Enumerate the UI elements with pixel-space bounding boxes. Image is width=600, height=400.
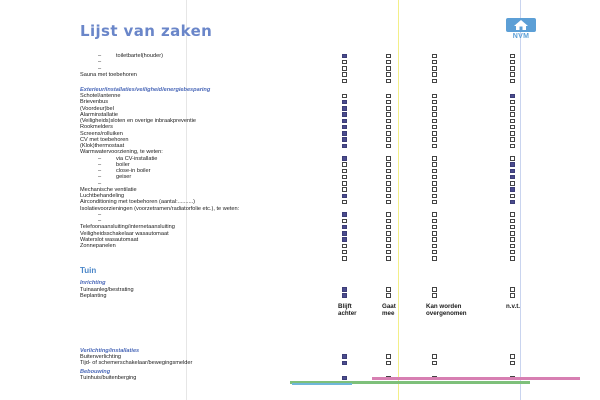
checkbox-gaat-mee[interactable] <box>386 361 391 366</box>
row-label: boiler <box>116 161 130 168</box>
row-bullet: – <box>98 59 102 66</box>
row-label: Buitenverlichting <box>80 353 122 360</box>
row-label: Mechanische ventilatie <box>80 186 137 193</box>
row-label: Screens/rolluiken <box>80 130 123 137</box>
checkbox-blijft-achter[interactable] <box>342 376 347 381</box>
row-label: Waterslot wasautomaat <box>80 236 139 243</box>
row-bullet: – <box>98 155 102 162</box>
checklist-row <box>80 255 520 263</box>
checklist-row <box>80 292 520 300</box>
row-bullet: – <box>98 174 102 181</box>
nvm-logo-text: NVM <box>512 33 530 40</box>
row-label: Beplanting <box>80 292 107 299</box>
col-header-nvt: n.v.t. <box>506 303 520 310</box>
checkbox-nvt[interactable] <box>510 293 515 298</box>
row-bullet: – <box>98 53 102 59</box>
checkbox-gaat-mee[interactable] <box>386 256 391 261</box>
row-label: Veiligheidsschakelaar wasautomaat <box>80 230 169 237</box>
row-label: (Voordeur)bel <box>80 105 114 112</box>
row-label: Schotel/antenne <box>80 93 121 99</box>
row-label: Telefoonaansluiting/internetaansluiting <box>80 224 175 231</box>
footer-bar-pink <box>372 377 580 380</box>
checkbox-nvt[interactable] <box>510 79 515 84</box>
row-label: toiletbartel(houder) <box>116 53 163 59</box>
row-label: Warmwatervoorziening, te weten: <box>80 149 163 156</box>
row-label: Airconditioning met toebehoren (aantal:..........) <box>80 199 196 206</box>
row-label: Sauna met toebehoren <box>80 71 137 78</box>
checkbox-nvt[interactable] <box>510 361 515 366</box>
row-label: Tuin <box>80 265 97 275</box>
row-label: (Klok)thermostaat <box>80 143 125 149</box>
row-label: Alarminstallatie <box>80 111 118 118</box>
row-bullet: – <box>98 218 102 224</box>
row-bullet: – <box>98 180 102 187</box>
checkbox-gaat-mee[interactable] <box>386 79 391 84</box>
section-title <box>80 267 520 275</box>
row-label: Tijd- of schemerschakelaar/bewegingsmelder <box>80 360 193 366</box>
col-header-blijft-achter: Blijft achter <box>338 303 357 317</box>
col-header-gaat-mee: Gaat mee <box>382 303 396 317</box>
checkbox-kan-worden-overgenomen[interactable] <box>432 79 437 84</box>
row-label: geiser <box>116 174 132 181</box>
page-title: Lijst van zaken <box>80 22 213 40</box>
row-label: Tuinhuis/buitenberging <box>80 375 137 381</box>
footer-bar-blue <box>292 383 352 385</box>
checkbox-blijft-achter[interactable] <box>342 293 347 298</box>
row-label: (Veiligheids)sloten en overige inbraakpreventie <box>80 118 196 124</box>
row-label: Bebouwing <box>80 368 111 375</box>
checkbox-kan-worden-overgenomen[interactable] <box>432 361 437 366</box>
row-label: Inrichting <box>80 280 106 287</box>
row-bullet: – <box>98 161 102 168</box>
checkbox-kan-worden-overgenomen[interactable] <box>432 293 437 298</box>
checkbox-kan-worden-overgenomen[interactable] <box>432 256 437 261</box>
row-label: CV met toebehoren <box>80 136 129 143</box>
row-label: close-in boiler <box>116 168 151 174</box>
checkbox-blijft-achter[interactable] <box>342 256 347 261</box>
checklist-row <box>80 77 520 85</box>
checkbox-gaat-mee[interactable] <box>386 293 391 298</box>
row-label: Isolatievoorzieningen (voorzetramen/radiatorfolie etc.), te weten: <box>80 205 240 212</box>
row-label: Verlichting/installaties <box>80 347 140 354</box>
row-label: Zonnepanelen <box>80 243 116 249</box>
row-label: Tuinaanleg/bestrating <box>80 286 134 293</box>
row-label: Luchtbehandeling <box>80 193 125 199</box>
row-label: Brievenbus <box>80 99 108 106</box>
row-bullet: – <box>98 211 102 218</box>
row-label: Exterieur/installaties/veiligheid/energiebesparing <box>80 86 211 93</box>
checklist-row <box>80 359 520 367</box>
checkbox-blijft-achter[interactable] <box>342 361 347 366</box>
row-bullet: – <box>98 65 102 72</box>
checkbox-blijft-achter[interactable] <box>342 79 347 84</box>
row-label: via CV-installatie <box>116 155 158 162</box>
row-bullet: – <box>98 168 102 174</box>
checkbox-nvt[interactable] <box>510 256 515 261</box>
col-header-kan-worden-overgenomen: Kan worden overgenomen <box>426 303 467 317</box>
row-label: Rookmelders <box>80 124 113 131</box>
